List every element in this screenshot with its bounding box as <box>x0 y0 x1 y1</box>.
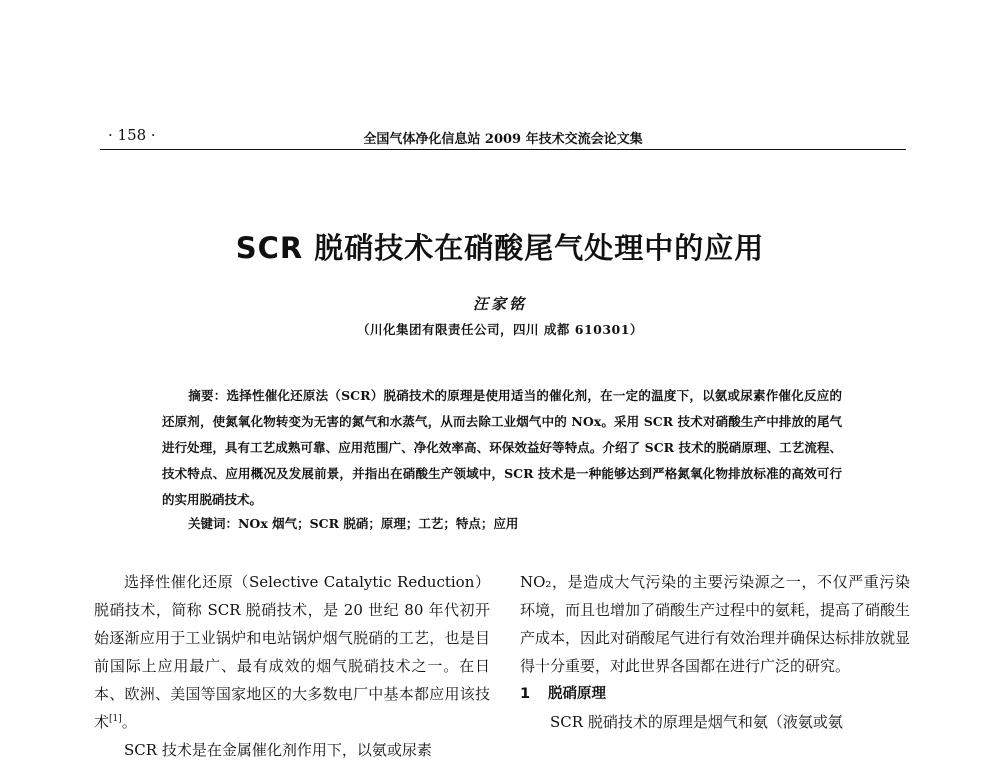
body-column-right <box>520 568 910 736</box>
section-title: 脱硝原理 <box>548 686 606 702</box>
body-paragraph-text: 选择性催化还原（Selective Catalytic Reduction）脱硝技术，简称 SCR 脱硝技术，是 20 世纪 80 年代初开始逐渐应用于工业锅炉和电站锅炉烟气脱硝的工艺，也是目前国际上应用最广、最有成效的烟气脱硝技术之一。在日本、欧洲、美国等国家地区的大多数电厂中基本都应用该技术 <box>94 573 490 731</box>
body-paragraph-text: SCR 技术是在金属催化剂作用下，以氨或尿素 <box>124 741 432 759</box>
running-header <box>100 122 906 150</box>
section-heading <box>520 680 910 708</box>
body-paragraph <box>520 708 910 736</box>
body-paragraph-text: SCR 脱硝技术的原理是烟气和氨（液氨或氨 <box>550 713 843 731</box>
body-paragraph <box>94 568 490 736</box>
page-number: · 158 · <box>108 126 156 144</box>
body-paragraph-text: NO₂，是造成大气污染的主要污染源之一，不仅严重污染环境，而且也增加了硝酸生产过程中的氨耗，提高了硝酸生产成本，因此对硝酸尾气进行有效治理并确保达标排放就显得十分重要，对此世界各国都在进行广泛的研究。 <box>520 573 911 675</box>
article-affiliation: （川化集团有限责任公司，四川 成都 610301） <box>357 322 643 337</box>
abstract-text: 摘要：选择性催化还原法（SCR）脱硝技术的原理是使用适当的催化剂，在一定的温度下，以氨或尿素作催化反应的还原剂，使氮氧化物转变为无害的氮气和水蒸气，从而去除工业烟气中的 NOx。采用 SCR 技术对硝酸生产中排放的尾气进行处理，具有工艺成熟可靠、应用范围广、净化效率高、环保效益好等特点。介绍了 SCR 技术的脱硝原理、工艺流程、技术特点、应用概况及发展前景，并指出在硝酸生产领域中，SCR 技术是一种能够达到严格氮氧化物排放标准的高效可行的实用脱硝技术。 <box>162 388 842 507</box>
running-title: 全国气体净化信息站 2009 年技术交流会论文集 <box>363 132 643 147</box>
article-author: 汪家铭 <box>472 295 527 313</box>
keywords: 关键词：NOx 烟气；SCR 脱硝；原理；工艺；特点；应用 <box>188 516 519 531</box>
abstract <box>162 383 842 513</box>
body-paragraph-end: 。 <box>121 713 137 731</box>
body-paragraph <box>520 568 910 680</box>
citation-reference: [1] <box>109 714 122 724</box>
article-title: SCR 脱硝技术在硝酸尾气处理中的应用 <box>235 231 765 265</box>
section-number: 1 <box>520 686 531 702</box>
body-column-left <box>94 568 490 760</box>
body-paragraph <box>94 736 490 760</box>
